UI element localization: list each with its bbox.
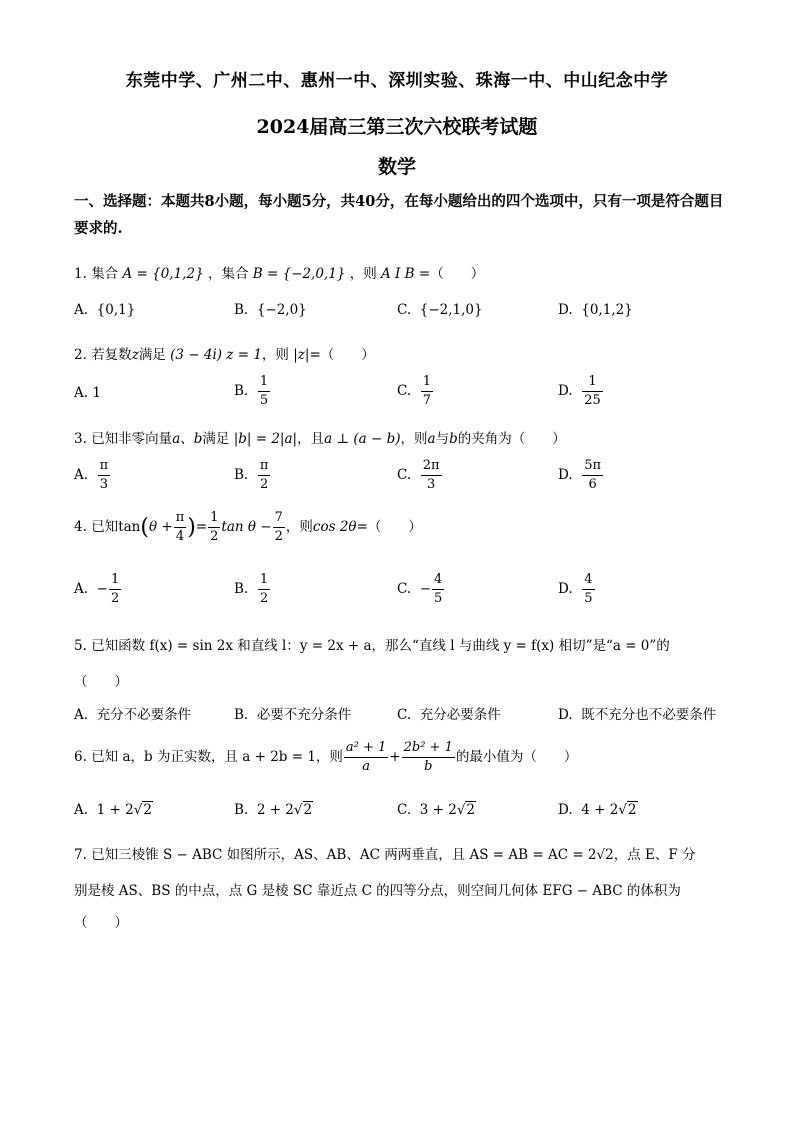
q2-option-d[interactable] [558,374,604,409]
vector-b: b [193,431,203,447]
denominator: 6 [588,477,597,492]
q6-text: 已知 a，b 为正实数，且 a + 2b = 1，则 [91,749,343,765]
option-text: {0,1,2} [581,302,633,318]
option-text: 3 + 2 [419,802,457,818]
option-label: C. [397,467,412,483]
option-label: D. [558,707,573,723]
q2-text: ，则 [261,347,289,363]
option-label: B. [234,302,249,318]
question-number: 5. [74,638,87,654]
numerator: 5π [582,458,603,476]
question-number: 7. [74,847,87,863]
option-text: 充分不必要条件 [96,707,192,723]
option-label: B. [234,581,249,597]
option-label: A. [74,302,89,318]
vector-a: a [172,431,181,447]
q4-text: =（ ） [356,519,422,535]
denominator: 5 [434,591,443,606]
vector-b: b [449,431,458,447]
denominator: 2 [210,529,219,544]
option-label: D. [558,383,573,399]
fraction [421,374,433,409]
q6-option-a[interactable]: A. 1 + 2√2 [74,802,152,818]
q1-option-a[interactable] [74,302,135,318]
numerator: 4 [582,572,594,590]
q1-set-a: A = {0,1,2} [122,266,204,282]
option-sign: − [96,581,108,597]
denominator: 7 [422,393,432,408]
option-label: D. [558,302,573,318]
q1-option-c[interactable] [397,302,483,318]
option-text: {−2,0} [256,302,307,318]
exam-title: 2024届高三第三次六校联考试题 [256,116,538,138]
fraction [174,510,187,545]
q3-text: 满足 [202,431,230,447]
denominator: b [424,759,433,774]
q3-condition: a ⊥ (a − b) [324,431,401,447]
radicand: 2 [143,802,152,818]
q1-expression: A I B [381,266,415,282]
fraction [582,374,603,409]
option-label: A. [74,467,89,483]
q3-text: ，则 [400,431,428,447]
numerator: 1 [109,572,121,590]
q2-text: 满足 [138,347,166,363]
q5-option-a[interactable] [74,703,191,723]
q2-modulus: |z| [293,347,310,363]
section-heading: 一、选择题：本题共8小题，每小题5分，共40分，在每小题给出的四个选项中，只有一项是符合题目要求的. [74,193,724,237]
question-3 [74,427,566,447]
q2-text: =（ ） [309,347,375,363]
radicand: 2 [627,802,637,818]
denominator: 25 [584,393,601,408]
fraction [109,572,121,607]
q1-text: =（ ） [418,266,485,282]
denominator: 3 [99,477,109,492]
q3-condition: |b| = 2|a| [233,431,298,447]
denominator: 2 [259,477,269,492]
q6-plus: + [389,749,401,765]
option-label: B. [234,802,249,818]
denominator: 4 [175,529,185,544]
numerator: π [258,458,271,476]
option-label: A. [74,581,89,597]
numerator: 4 [432,572,444,590]
option-sign: − [419,581,432,597]
q6-option-d[interactable]: D. 4 + 2√2 [558,802,637,818]
fraction [402,740,455,775]
option-text: 充分必要条件 [419,707,501,723]
q2-option-c[interactable] [397,374,434,409]
q4-tan: tan [118,519,141,535]
option-label: A. [74,802,89,818]
fraction [582,572,594,607]
q4-cos: cos 2θ [312,519,357,535]
q7-text: 已知三棱锥 S − ABC 如图所示，AS、AB、AC 两两垂直，且 AS = AB = AC = 2√2，点 E、F 分 [91,847,696,863]
q6-option-c[interactable]: C. 3 + 2√2 [397,802,476,818]
q4-text: ，则 [285,519,313,535]
close-paren: ) [187,515,196,540]
denominator: 2 [274,529,283,544]
radicand: 2 [466,802,476,818]
question-7-line2: 别是棱 AS、BS 的中点，点 G 是棱 SC 靠近点 C 的四等分点，则空间几何体 EFG − ABC 的体积为 [74,883,681,899]
q3-option-b[interactable] [234,458,271,493]
fraction [344,740,388,775]
q6-option-b[interactable]: B. 2 + 2√2 [234,802,313,818]
numerator: 1 [582,374,603,392]
q3-text: 已知非零向量 [91,431,173,447]
q1-text: ，则 [349,266,377,282]
denominator: 5 [259,393,269,408]
question-number: 1. [74,266,87,282]
fraction [258,374,270,409]
q3-text: ，且 [297,431,325,447]
question-5 [74,634,670,654]
q1-option-d[interactable] [558,302,633,318]
q4-option-c[interactable] [397,572,445,607]
q4-text: 已知 [91,519,119,535]
numerator: π [98,458,111,476]
q4-tan-theta: tan θ − [221,519,272,535]
numerator: 1 [258,374,270,392]
q3-text: 的夹角为（ ） [457,431,566,447]
question-4 [74,510,422,545]
numerator: 1 [208,510,220,528]
q5-option-c[interactable] [397,703,501,723]
radicand: 2 [303,802,313,818]
q1-set-b: B = {−2,0,1} [252,266,346,282]
numerator: 1 [421,374,433,392]
q4-theta: θ + [148,519,173,535]
q2-option-a[interactable] [74,385,101,401]
fraction [432,572,444,607]
q3-option-c[interactable] [397,458,443,493]
question-2 [74,343,375,363]
subject-title: 数学 [377,156,416,178]
numerator: 7 [273,510,285,528]
denominator: 2 [110,591,120,606]
option-text: {0,1} [96,302,136,318]
option-label: C. [397,302,412,318]
q2-option-b[interactable] [234,374,271,409]
option-text: 2 + 2 [256,802,294,818]
option-text: 必要不充分条件 [256,707,352,723]
q5-text: 已知函数 f(x) = sin 2x 和直线 l：y = 2x + a，那么“直线 l 与曲线 y = f(x) 相切”是“a = 0”的 [91,638,670,654]
option-label: C. [397,802,412,818]
q1-option-b[interactable] [234,302,307,318]
option-text: {−2,1,0} [419,302,483,318]
numerator: 1 [258,572,270,590]
question-number: 6. [74,749,87,765]
option-label: A. [74,385,89,401]
open-paren: ( [140,515,149,540]
denominator: 2 [259,591,269,606]
q5-option-d[interactable] [558,703,716,723]
q3-option-a[interactable] [74,458,111,493]
option-label: D. [558,802,573,818]
fraction [258,458,271,493]
denominator: 3 [427,477,436,492]
vector-a: a [427,431,436,447]
q1-text: 集合 [91,266,119,282]
question-5-paren: （ ） [74,674,128,690]
numerator: 2π [421,458,442,476]
question-6 [74,740,577,775]
fraction [258,572,270,607]
numerator: a² + 1 [344,740,388,758]
q4-option-a[interactable] [74,572,122,607]
school-list: 东莞中学、广州二中、惠州一中、深圳实验、珠海一中、中山纪念中学 [125,71,669,91]
option-text: 1 [92,385,101,401]
q5-option-b[interactable] [234,703,351,723]
q6-text: 的最小值为（ ） [455,749,578,765]
option-label: C. [397,383,412,399]
option-text: 既不充分也不必要条件 [581,707,717,723]
numerator: 2b² + 1 [402,740,455,758]
option-label: B. [234,467,249,483]
q2-text: 若复数 [91,347,132,363]
q4-option-d[interactable] [558,572,596,607]
option-label: D. [558,467,573,483]
fraction [582,458,603,493]
option-text: 4 + 2 [581,802,619,818]
q4-equals: = [195,519,208,535]
q3-text: 、 [180,431,194,447]
question-7-paren: （ ） [74,915,128,931]
option-label: C. [397,581,412,597]
denominator: 5 [584,591,593,606]
q2-equation: (3 − 4i) z = 1 [170,347,262,363]
option-label: A. [74,707,89,723]
option-label: B. [234,707,249,723]
q3-text: 与 [435,431,450,447]
option-label: B. [234,383,249,399]
fraction [208,510,220,545]
question-number: 2. [74,347,87,363]
option-label: C. [397,707,412,723]
q1-text: ，集合 [207,266,249,282]
fraction [273,510,285,545]
option-label: D. [558,581,573,597]
fraction [421,458,442,493]
denominator: a [362,759,370,774]
question-number: 3. [74,431,87,447]
q2-variable: z [131,347,139,363]
q3-option-d[interactable] [558,458,604,493]
question-number: 4. [74,519,87,535]
option-text: 1 + 2 [96,802,134,818]
q4-option-b[interactable] [234,572,271,607]
fraction [98,458,111,493]
numerator: π [174,510,187,528]
question-1 [74,262,484,282]
question-7 [74,843,696,863]
